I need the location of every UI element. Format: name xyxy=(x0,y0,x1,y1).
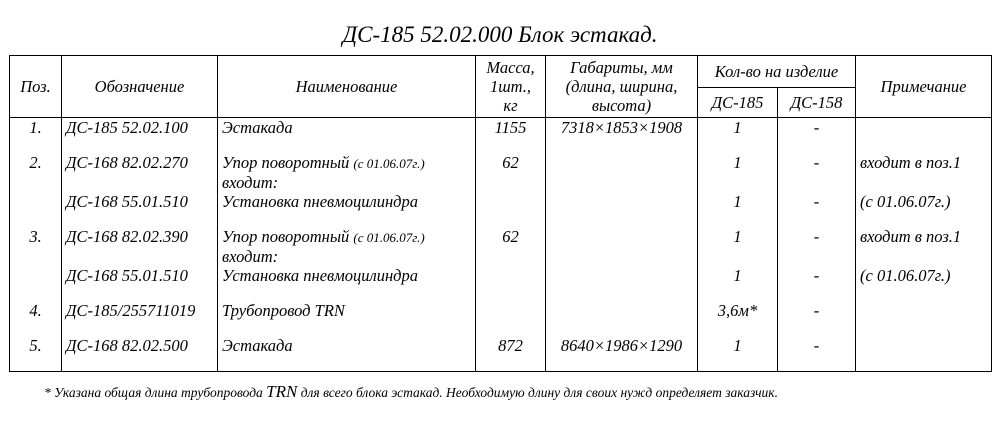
cell-qty-a: 3,6м* xyxy=(698,301,778,336)
header-qty-a: ДС-185 xyxy=(698,88,778,118)
cell-pos xyxy=(10,266,62,301)
cell-name xyxy=(218,227,476,266)
cell-name xyxy=(218,192,476,227)
table-row xyxy=(10,227,992,266)
footnote-part1: * Указана общая длина трубопровода xyxy=(44,385,263,400)
cell-qty-a: 1 xyxy=(698,266,778,301)
cell-qty-a: 1 xyxy=(698,153,778,192)
cell-qty-b: - xyxy=(778,227,856,266)
table-row xyxy=(10,192,992,227)
cell-name xyxy=(218,153,476,192)
cell-qty-a: 1 xyxy=(698,118,778,154)
cell-pos xyxy=(10,192,62,227)
cell-designation: ДС-168 55.01.510 xyxy=(62,192,218,227)
cell-name xyxy=(218,118,476,154)
footnote-part2: для всего блока эстакад. Необходимую длину для своих нужд определяет заказчик. xyxy=(300,385,778,400)
cell-pos: 2. xyxy=(10,153,62,192)
cell-name-text: Трубопровод TRN xyxy=(222,301,345,320)
cell-mass xyxy=(476,192,546,227)
header-pos: Поз. xyxy=(10,56,62,118)
cell-name xyxy=(218,336,476,372)
cell-note: входит в поз.1 xyxy=(856,153,992,192)
cell-name-text: Установка пневмоцилиндра xyxy=(222,266,418,285)
header-dims-line1: Габариты, мм xyxy=(570,58,673,77)
cell-designation: ДС-185 52.02.100 xyxy=(62,118,218,154)
cell-name xyxy=(218,301,476,336)
footnote xyxy=(44,383,778,402)
header-mass-line3: кг xyxy=(503,96,518,115)
cell-name-line2: входит: xyxy=(222,247,279,266)
cell-mass xyxy=(476,301,546,336)
cell-qty-b: - xyxy=(778,301,856,336)
cell-name-text: Эстакада xyxy=(222,336,293,355)
header-dims-line2: (длина, ширина, xyxy=(565,77,678,96)
cell-qty-b: - xyxy=(778,153,856,192)
cell-pos: 5. xyxy=(10,336,62,372)
cell-qty-b: - xyxy=(778,118,856,154)
table-row xyxy=(10,336,992,372)
table-row xyxy=(10,118,992,154)
header-qty-b: ДС-158 xyxy=(778,88,856,118)
cell-name xyxy=(218,266,476,301)
header-dims-line3: высота) xyxy=(591,96,652,115)
cell-mass: 62 xyxy=(476,227,546,266)
spec-table xyxy=(9,55,992,372)
cell-designation: ДС-168 55.01.510 xyxy=(62,266,218,301)
table-row xyxy=(10,301,992,336)
cell-designation: ДС-168 82.02.390 xyxy=(62,227,218,266)
table-row xyxy=(10,153,992,192)
cell-note xyxy=(856,118,992,154)
cell-qty-a: 1 xyxy=(698,227,778,266)
cell-designation: ДС-168 82.02.270 xyxy=(62,153,218,192)
document-title: ДС-185 52.02.000 Блок эстакад. xyxy=(342,22,658,47)
cell-pos: 3. xyxy=(10,227,62,266)
cell-mass: 1155 xyxy=(476,118,546,154)
cell-qty-a: 1 xyxy=(698,192,778,227)
cell-name-text: Упор поворотный xyxy=(222,153,350,172)
cell-dims xyxy=(546,301,698,336)
header-mass-line2: 1шт., xyxy=(489,77,532,96)
cell-dims: 7318×1853×1908 xyxy=(546,118,698,154)
cell-qty-a: 1 xyxy=(698,336,778,372)
header-mass xyxy=(476,56,546,118)
cell-name-line2: входит: xyxy=(222,173,279,192)
header-name: Наименование xyxy=(218,56,476,118)
cell-dims xyxy=(546,227,698,266)
cell-name-date: (с 01.06.07г.) xyxy=(353,230,425,245)
cell-dims xyxy=(546,266,698,301)
table-row xyxy=(10,266,992,301)
cell-dims xyxy=(546,192,698,227)
footnote-trn: TRN xyxy=(266,382,298,401)
cell-note xyxy=(856,336,992,372)
header-mass-line1: Масса, xyxy=(486,58,535,77)
cell-dims: 8640×1986×1290 xyxy=(546,336,698,372)
header-dims xyxy=(546,56,698,118)
cell-qty-b: - xyxy=(778,192,856,227)
cell-name-date: (с 01.06.07г.) xyxy=(353,156,425,171)
cell-pos: 4. xyxy=(10,301,62,336)
cell-note: (с 01.06.07г.) xyxy=(856,192,992,227)
cell-note xyxy=(856,301,992,336)
cell-pos: 1. xyxy=(10,118,62,154)
cell-qty-b: - xyxy=(778,266,856,301)
cell-designation: ДС-185/255711019 xyxy=(62,301,218,336)
cell-name-text: Упор поворотный xyxy=(222,227,350,246)
header-designation: Обозначение xyxy=(62,56,218,118)
cell-mass: 62 xyxy=(476,153,546,192)
cell-note: входит в поз.1 xyxy=(856,227,992,266)
cell-note: (с 01.06.07г.) xyxy=(856,266,992,301)
cell-mass xyxy=(476,266,546,301)
header-qty: Кол-во на изделие xyxy=(698,56,856,88)
header-note: Примечание xyxy=(856,56,992,118)
cell-qty-b: - xyxy=(778,336,856,372)
cell-mass: 872 xyxy=(476,336,546,372)
cell-dims xyxy=(546,153,698,192)
cell-name-text: Эстакада xyxy=(222,118,293,137)
cell-designation: ДС-168 82.02.500 xyxy=(62,336,218,372)
cell-name-text: Установка пневмоцилиндра xyxy=(222,192,418,211)
